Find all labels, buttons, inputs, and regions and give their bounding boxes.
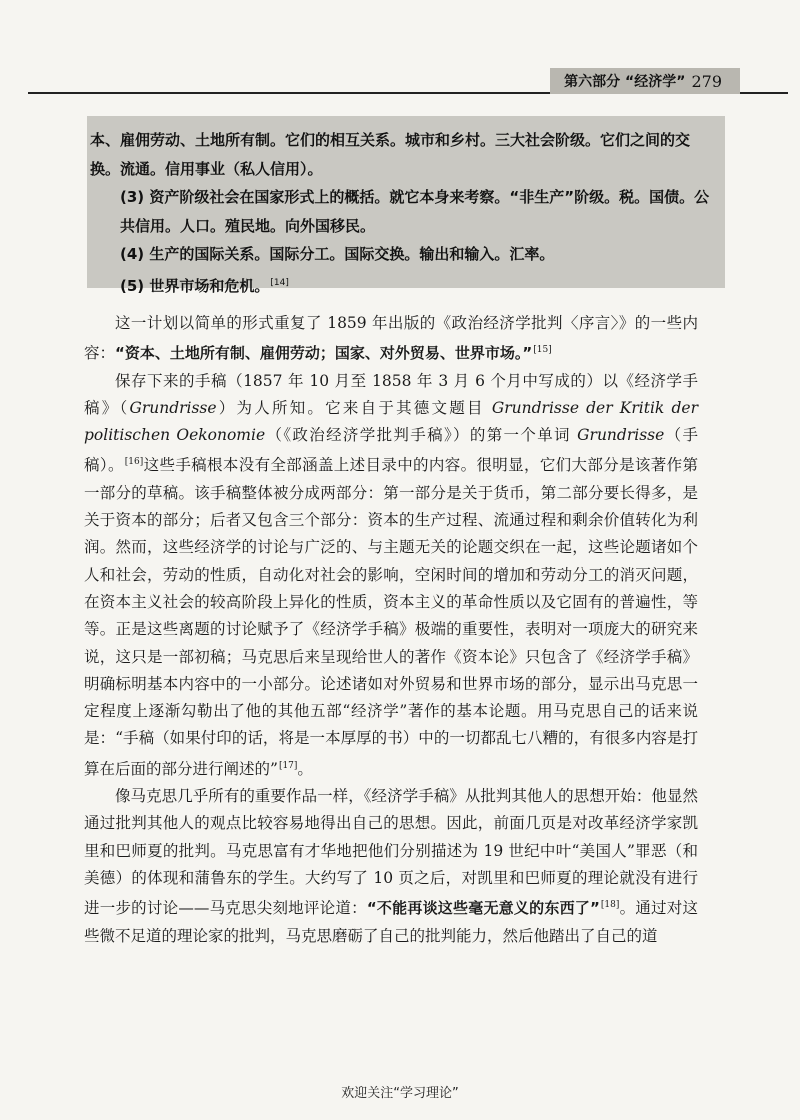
body-text	[84, 310, 698, 950]
running-header	[550, 68, 740, 94]
footnote-ref: [17]	[278, 760, 298, 771]
p1-bold-quote: “资本、土地所有制、雇佣劳动；国家、对外贸易、世界市场。”	[115, 344, 533, 363]
footnote-ref: [14]	[270, 277, 289, 288]
page-number: 279	[691, 71, 722, 91]
quote-line-3: (4) 生产的国际关系。国际分工。国际交换。输出和输入。汇率。	[120, 245, 555, 263]
quote-line-4	[90, 269, 713, 301]
paragraph-2	[84, 368, 698, 783]
paragraph-3	[84, 783, 698, 950]
footnote-ref: [18]	[600, 900, 620, 911]
p2-text-d: （手稿）。	[84, 426, 698, 475]
p3-text-a: 像马克思几乎所有的重要作品一样，《经济学手稿》从批判其他人的思想开始：他显然通过批判其他人的观点比较容易地得出自己的思想。因此，前面几页是对改革经济学家凯里和巴师夏的批判。马克思富有才华地把他们分别描述为 19 世纪中叶“美国人”罪恶（和美德）的体现和蒲鲁东的学生。大约写了 10 页之后，对凯里和巴师夏的理论就没有进行进一步的讨论——马克思尖刻地评论道：	[84, 787, 698, 918]
footnote-ref: [15]	[533, 345, 552, 356]
p2-text-a: 保存下来的手稿（1857 年 10 月至 1858 年 3 月 6 个月中写成的）以《经济学手稿》（	[84, 371, 698, 417]
quote-line-2: (3) 资产阶级社会在国家形式上的概括。就它本身来考察。“非生产”阶级。税。国债。公共信用。人口。殖民地。向外国移民。	[120, 188, 710, 235]
p2-text-e: 这些手稿根本没有全部涵盖上述目录中的内容。很明显，它们大部分是该著作第一部分的草稿。该手稿整体被分成两部分：第一部分是关于货币，第二部分要长得多，是关于资本的部分；后者又包含三个部分：资本的生产过程、流通过程和剩余价值转化为利润。然而，这些经济学的讨论与广泛的、与主题无关的论题交织在一起，这些论题诸如个人和社会，劳动的性质，自动化对社会的影响，空闲时间的增加和劳动分工的消灭问题，在资本主义社会的较高阶段上异化的性质，资本主义的革命性质以及它固有的普遍性，等等。正是这些离题的讨论赋予了《经济学手稿》极端的重要性，表明对一项庞大的研究来说，这只是一部初稿；马克思后来呈现给世人的著作《资本论》只包含了《经济学手稿》明确标明基本内容中的一小部分。论述诸如对外贸易和世界市场的部分，显示出马克思一定程度上逐渐勾勒出了他的其他五部“经济学”著作的基本论题。用马克思自己的话来说是：“手稿（如果付印的话，将是一本厚厚的书）中的一切都乱七八糟的，有很多内容是打算在后面的部分进行阐述的”	[84, 456, 698, 778]
p2-italic-2: Grundrisse der Kritik der politischen Oekonomie	[84, 398, 698, 445]
p3-text-b: 。通过对这些微不足道的理论家的批判，马克思磨砺了自己的批判能力，然后他踏出了自己的道	[84, 899, 698, 945]
quote-line-4-text: (5) 世界市场和危机。	[120, 276, 270, 295]
p2-text-c: （《政治经济学批判手稿》）的第一个单词	[265, 426, 578, 445]
p1-text: 这一计划以简单的形式重复了 1859 年出版的《政治经济学批判〈序言〉》的一些内容：	[84, 314, 698, 363]
section-title: 第六部分 “经济学”	[564, 74, 686, 90]
p2-italic-1: Grundrisse	[129, 398, 217, 417]
p2-text-f: 。	[297, 759, 313, 778]
p3-bold-quote: “不能再谈这些毫无意义的东西了”	[366, 899, 600, 918]
p2-text-b: ）为人所知。它来自于其德文题目	[216, 398, 492, 417]
footnote-ref: [16]	[124, 457, 144, 468]
quote-line-1: 本、雇佣劳动、土地所有制。它们的相互关系。城市和乡村。三大社会阶级。它们之间的交换。流通。信用事业（私人信用）。	[90, 131, 691, 178]
quoted-outline-block	[87, 116, 725, 295]
footer-note: 欢迎关注“学习理论”	[341, 1086, 459, 1101]
paragraph-1	[84, 310, 698, 368]
p2-italic-3: Grundrisse	[577, 426, 665, 445]
